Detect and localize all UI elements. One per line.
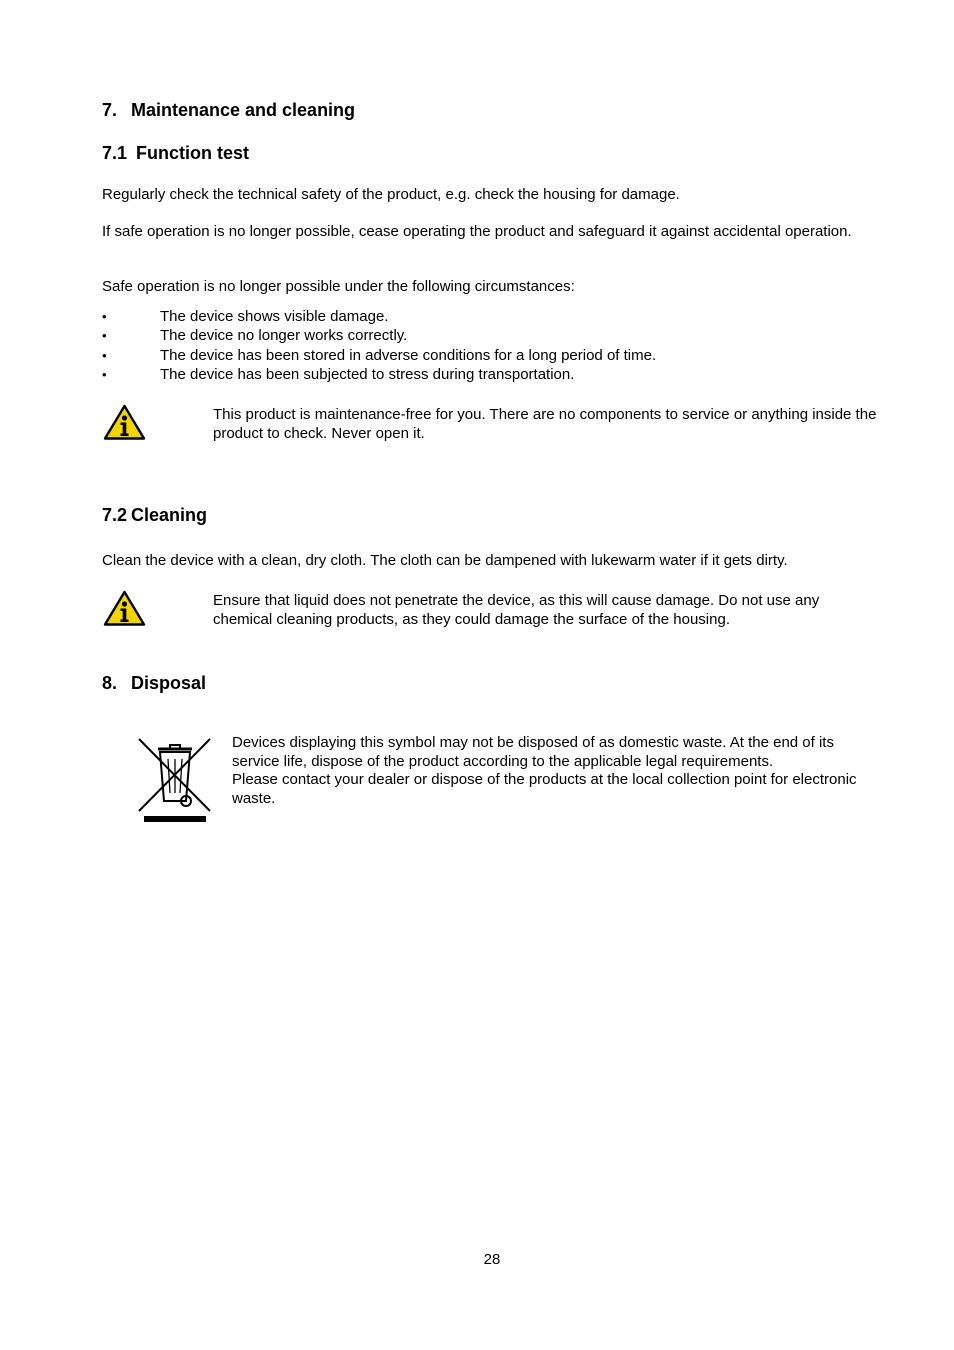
section-title: Disposal	[131, 673, 207, 693]
section-title: Maintenance and cleaning	[131, 100, 356, 120]
info-warning-icon	[103, 404, 146, 447]
section-number: 7.2	[102, 505, 128, 525]
section-7-2-heading	[102, 504, 207, 526]
page-number: 28	[483, 1251, 501, 1268]
list-item: • The device shows visible damage.	[102, 307, 862, 326]
section-8-heading	[102, 672, 206, 694]
section-title: Cleaning	[131, 505, 208, 525]
paragraph: Regularly check the technical safety of the product, e.g. check the housing for damage.	[102, 186, 680, 203]
paragraph: If safe operation is no longer possible, cease operating the product and safeguard it against accidental operation.	[102, 223, 852, 240]
bullet-list	[102, 307, 862, 385]
info-warning-icon	[103, 590, 146, 633]
disposal-text	[232, 734, 882, 808]
notice-text: This product is maintenance-free for you. There are no components to service or anything inside the product to check. Never open it.	[213, 406, 877, 442]
list-item: • The device has been subjected to stress during transportation.	[102, 365, 862, 384]
paragraph: Please contact your dealer or dispose of the products at the local collection point for electronic waste.	[232, 771, 857, 807]
list-item: • The device no longer works correctly.	[102, 326, 862, 345]
section-number: 7.1	[102, 143, 128, 163]
notice-text: Ensure that liquid does not penetrate the device, as this will cause damage. Do not use any chemical cleaning products, as they could damage the surface of the housing.	[213, 592, 820, 628]
list-item: • The device has been stored in adverse conditions for a long period of time.	[102, 346, 862, 365]
paragraph: Clean the device with a clean, dry cloth. The cloth can be dampened with lukewarm water if it gets dirty.	[102, 552, 788, 569]
paragraph: Devices displaying this symbol may not be disposed of as domestic waste. At the end of its service life, dispose of the product according to the applicable legal requirements.	[232, 734, 834, 770]
section-title: Function test	[136, 143, 249, 163]
paragraph: Safe operation is no longer possible under the following circumstances:	[102, 278, 575, 295]
section-number: 8.	[102, 673, 118, 693]
section-number: 7.	[102, 100, 118, 120]
section-7-heading	[102, 99, 355, 121]
section-7-1-heading	[102, 142, 249, 164]
crossed-out-wheelie-bin-icon	[136, 735, 214, 831]
